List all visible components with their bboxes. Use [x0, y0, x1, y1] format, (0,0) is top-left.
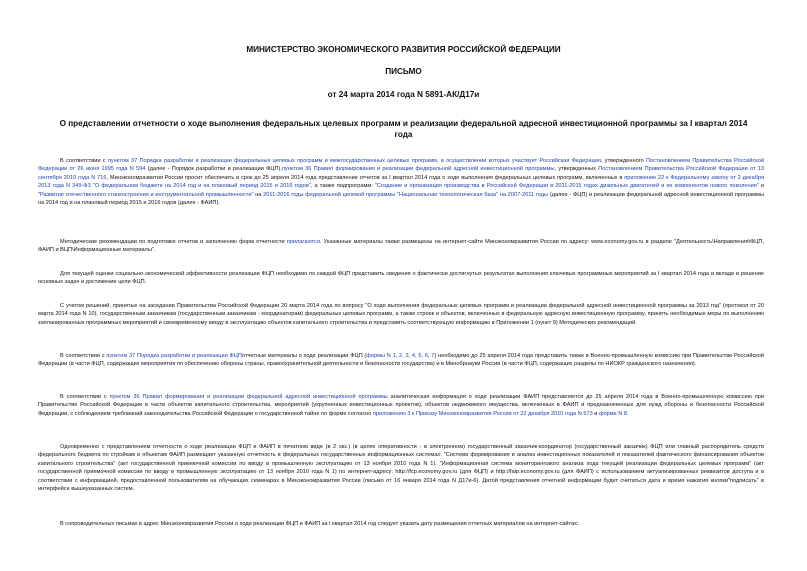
- text: и: [592, 410, 599, 417]
- link-law-349fz[interactable]: приложение 22 к Федеральному закону от 2 декабря 2013 года N 349-ФЗ "О федеральном бюджете на 2014 год и на плановый период 2015 и 2016 годов": [38, 174, 764, 190]
- link-subprogram-machine-tools[interactable]: "Развитие отечественного станкостроения и инструментальной промышленности": [38, 191, 254, 198]
- link-subprogram-engines[interactable]: "Создание и организация производства в Российской Федерации в 2011-2015 годах дизельных двигателей и их компонентов нового поколения": [374, 183, 759, 190]
- link-resolution-716[interactable]: Постановлением Правительства Российской Федерации от 13 сентября 2010 года N 716: [38, 166, 764, 181]
- text: В соответствии с: [60, 353, 107, 359]
- paragraph-2: [38, 238, 764, 255]
- text: , Минэкономразвития России просит обеспечить в срок до 25 апреля 2014 года представление отчетов за I квартал 2014 года о ходе выполнения федеральных целевых программ, включенных в: [106, 174, 625, 181]
- text: Для текущей оценки социально-экономической эффективности реализации ФЦП необходимо по каждой ФЦП представить сведения о фактически достигнутых результатах выполнения ключевых программных мероприятий за I квартал 2014 года и вкладе в решение основных задач и достижение цели ФЦП.: [38, 271, 764, 286]
- link-procedure-p37[interactable]: пунктом 37 Порядка разработки и реализации федеральных целевых программ и межгосударственных целевых программ, в осуществлении которых участвует Российская Федерация: [107, 158, 601, 164]
- link-program-tech-base[interactable]: 2011-2016 годы федеральной целевой программы "Национальная технологическая база" на 2007-2011 годы: [263, 191, 549, 198]
- text: отчетные материалы о ходе реализации ФЦП (: [241, 353, 367, 359]
- text: С учетом решений, принятых на заседании Правительства Российской Федерации 20 марта 2014 года по вопросу "О ходе выполнения федеральных целевых программ и реализации федеральной адресной инвестиционной программы за 2013 год" (протокол от 20 марта 2014 года N 10), государственным заказчикам (государственным заказчикам - координаторам) федеральных целевых программ, а также строек и объектов, включенных в федеральную адресную инвестиционную программу, принять необходимые меры по выполнению запланированных программных мероприятий и своевременному вводу в эксплуатацию объектов капитального строительства и представить соответствующую информацию в Приложении 1 (пункт 9) Методических рекомендаций.: [38, 303, 764, 326]
- text: .: [627, 410, 629, 417]
- paragraph-3: [38, 270, 764, 287]
- text: , а также подпрограмм:: [310, 183, 375, 190]
- link-form-8[interactable]: форме N 8: [598, 410, 628, 417]
- document-date-number: от 24 марта 2014 года N 5891-АК/Д17и: [327, 90, 480, 99]
- paragraph-7: [38, 443, 764, 493]
- link-attached[interactable]: прилагаются: [286, 239, 320, 245]
- text: , утвержденного: [600, 158, 646, 164]
- document-subject: О представлении отчетности о ходе выполнения федеральных целевых программ и реализации федеральной адресной инвестиционной программы за I квартал 2014 года: [59, 119, 748, 139]
- paragraph-4: [38, 302, 764, 327]
- paragraph-1: [38, 157, 764, 207]
- text: В соответствии с: [60, 158, 108, 164]
- text: на: [253, 191, 264, 198]
- text: Одновременно с представлением отчетности о ходе реализации ФЦП и ФАИП в печатном виде (в 2 экз.) (в целях оперативности - в электронном) государственный заказчик-координатор (государственный заказчик) ФЦП или главный распорядитель средств федерального бюджета по стройкам и объектам ФАИП размещает указанную отчетность в федеральных государственных информационных системах: "Система формирования и анализ инвестиционных показателей и показателей фактического финансирования объектов капитального строительства" (акт государственной приемочной комиссии по вводу в промышленную эксплуатацию от 13 ноября 2010 года N 1). "Информационная система мониторингового анализа хода текущей реализации федеральных целевых программ" (акт государственной приемочной комиссии по вводу в промышленную эксплуатацию от 13 ноября 2010 года N 1) по интернет-адресу: http://fcp.economy.gov.ru (для ФЦП) и http://faip.economy.gov.ru (для ФАИП) с использованием актуализированных реквизитов доступа и в соответствии с информацией, предоставленной пользователям на обучающих семинарах в Минэкономразвития России (письмо от 16 января 2014 года N Д17и-6). Датой представления отчетной информации будет считаться дата и время нажатия кнопки"подписать" в интерфейсе вышеуказанных систем.: [38, 444, 764, 493]
- text: В сопроводительных письмах в адрес Минэкономразвития России о ходе реализации ФЦП и ФАИП за I квартал 2014 год следует указать дату размещения отчетных материалов на интернет-сайтах:: [60, 521, 579, 527]
- paragraph-8: [38, 520, 764, 528]
- link-rules-p36[interactable]: пунктом 36 Правил формирования и реализации федеральной адресной инвестиционной программы: [281, 166, 555, 173]
- text: В соответствии с: [60, 394, 110, 400]
- text: , утвержденных: [554, 166, 599, 173]
- paragraph-6: [38, 393, 764, 418]
- text: Методические рекомендации по подготовке отчетов и заполнению форм отчетности: [60, 239, 287, 245]
- link-procedure-p37-fcp[interactable]: пунктом 37 Порядка разработки и реализации ФЦП: [106, 353, 242, 359]
- text: (далее - Порядок разработки и реализации ФЦП),: [145, 166, 282, 173]
- link-resolution-594[interactable]: Постановлением Правительства Российской Федерации от 26 июня 1995 года N 594: [38, 158, 765, 173]
- paragraph-5: [38, 352, 764, 369]
- link-order-673-annex3[interactable]: приложению 3 к Приказу Минэкономразвития России от 22 декабря 2010 года N 673: [372, 410, 593, 417]
- document-type: ПИСЬМО: [385, 67, 422, 76]
- text: и: [758, 183, 764, 190]
- text: аналитическая информация о ходе реализации ФАИП представляется до 25 апреля 2014 года в Военно-промышленную комиссию при Правительстве Российской Федерации в части объектов капитального строительства, мероприятий (укрупненных инвестиционных проектов), объектов недвижимого имущества, включенных в ФАИП и предназначенных для нужд обороны и безопасности Российской Федерации, с соблюдением требований законодательства Российской Федерации о государственной тайне по форме согласно: [38, 394, 764, 417]
- text: . Указанные материалы также размещены на интернет-сайте Минэкономразвития России по адресу: www.economy.gov.ru в разделе "Деятельность\Направления\ФЦП, ФАИП и ВЦП\Информационные материалы".: [38, 239, 764, 254]
- text: (далее - ФЦП) и реализации федеральной адресной инвестиционной программы на 2014 год и на плановый период 2015 и 2016 годов (далее - ФАИП).: [38, 191, 764, 207]
- link-forms-1-7[interactable]: формы N 1, 2, 3, 4, 5, 6, 7: [366, 353, 435, 359]
- link-rules-p36-faip[interactable]: пунктом 36 Правил формирования и реализации федеральной адресной инвестиционной программы: [109, 394, 388, 400]
- ministry-heading: МИНИСТЕРСТВО ЭКОНОМИЧЕСКОГО РАЗВИТИЯ РОССИЙСКОЙ ФЕДЕРАЦИИ: [246, 45, 561, 54]
- text: ) необходимо до 25 апреля 2014 года представить также в Военно-промышленную комиссию при Правительстве Российской Федерации (в части ФЦП, содержащих мероприятия по обеспечению обороны страны, правоохранительной деятельности и безопасности государства) и в Минобрнауки России (в части ФЦП, содержащих разделы по НИОКР гражданского назначения).: [38, 353, 765, 368]
